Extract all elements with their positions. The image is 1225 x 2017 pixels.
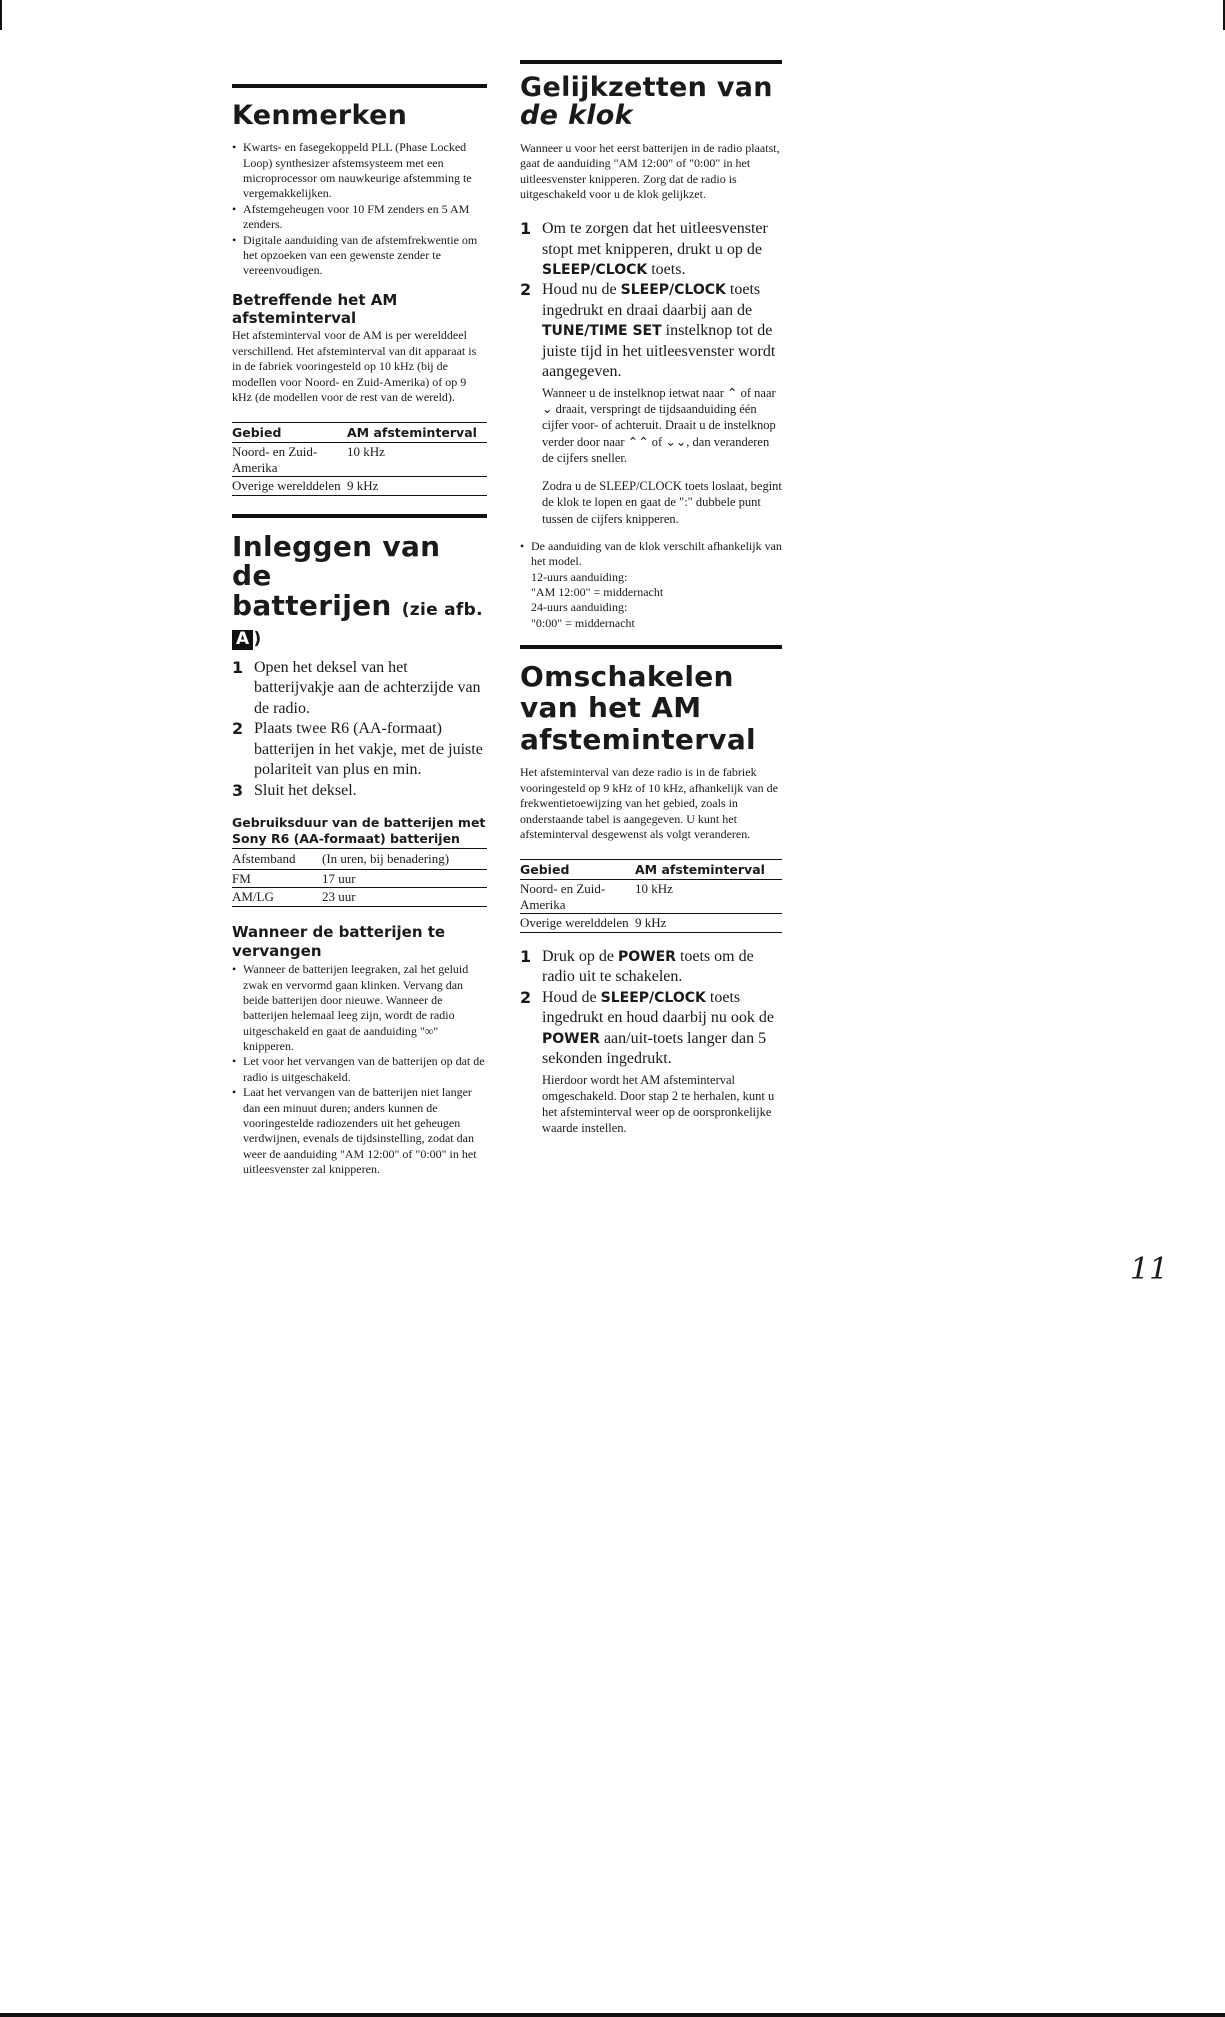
clock-steps — [520, 219, 782, 527]
table-cell: Overige werelddelen — [232, 477, 347, 496]
battery-steps — [232, 658, 487, 801]
step-text-part: aan/uit-toets langer dan 5 sekonden ingedrukt. — [542, 1029, 767, 1068]
list-item: • Let voor het vervangen van de batterijen op dat de radio is uitgeschakeld. — [232, 1054, 487, 1085]
table-row — [232, 888, 487, 907]
section-batterijen — [232, 514, 487, 1178]
table-row — [520, 880, 782, 914]
table-cell: 10 kHz — [347, 443, 487, 477]
step-text — [542, 219, 782, 280]
step-text-part: toets. — [651, 261, 686, 278]
step-item — [232, 719, 487, 780]
interval-steps — [520, 947, 782, 1137]
step-text: Open het deksel van het batterijvakje aan de achterzijde van de radio. — [254, 658, 481, 717]
table-header: AM afsteminterval — [635, 860, 782, 880]
scan-edge-left — [0, 0, 2, 30]
list-item — [520, 539, 782, 631]
note-line: 24-uurs aanduiding: — [531, 600, 628, 615]
title-line: batterijen — [232, 588, 392, 622]
step-text-part: Houd de — [542, 988, 597, 1006]
table-cell: 23 uur — [322, 888, 487, 907]
key-label: SLEEP/CLOCK — [542, 262, 648, 278]
table-cell: Overige werelddelen — [520, 914, 635, 933]
list-item: • Digitale aanduiding van de afstemfrekwentie om het opzoeken van een gewenste zender te vereenvoudigen. — [232, 233, 487, 279]
step-text-part: toets om de radio uit te schakelen. — [542, 947, 754, 986]
step-text — [542, 947, 782, 988]
paragraph: Wanneer u voor het eerst batterijen in de radio plaatst, gaat de aanduiding "AM 12:00" of "0:00" in het uitleesvenster knipperen. Zorg dat de radio is uitgeschakeld voor u de klok gelijkzet. — [520, 140, 780, 202]
battery-life-table — [232, 848, 487, 907]
section-title — [520, 74, 782, 131]
note-line: 12-uurs aanduiding: — [531, 569, 628, 584]
note-text: De aanduiding van de klok verschilt afhankelijk van het model. — [531, 538, 782, 569]
am-interval-table — [232, 422, 487, 496]
section-rule — [232, 514, 487, 518]
step-text-part: instelknop tot de juiste tijd in het uitleesvenster wordt aangegeven. — [542, 322, 776, 381]
title-line: de klok — [520, 100, 633, 132]
note-line: "AM 12:00" = middernacht — [531, 584, 664, 599]
section-title — [520, 661, 782, 755]
step-number: 1 — [520, 219, 532, 239]
title-line: Inleggen van de — [232, 529, 441, 593]
step-item — [232, 658, 487, 719]
list-item: • Laat het vervangen van de batterijen niet langer dan een minuut duren; anders kunnen de vooringestelde radiozenders uit het geheugen verdwijnen, evenals de tijdsinstelling, zodat dan weer de aanduiding "AM 12:00" of "0:00" in het uitleesvenster zal knipperen. — [232, 1085, 487, 1177]
step-text: Plaats twee R6 (AA-formaat) batterijen in het vakje, met de juiste polariteit van plus en min. — [254, 720, 483, 779]
section-kenmerken — [232, 84, 487, 496]
table-cell: FM — [232, 869, 322, 888]
step-item — [520, 988, 782, 1137]
page-number: 11 — [1130, 1252, 1169, 1287]
table-cell: AM/LG — [232, 888, 322, 907]
step-text-part: toets ingedrukt en draai daarbij aan de — [542, 281, 761, 319]
step-number: 3 — [232, 780, 244, 800]
table-cell: 9 kHz — [347, 477, 487, 496]
step-item — [520, 219, 782, 280]
step-text — [542, 280, 782, 526]
subsection-title: Wanneer de batterijen te vervangen — [232, 922, 446, 960]
key-label: TUNE/TIME SET — [542, 323, 662, 340]
table-cell: 17 uur — [322, 869, 487, 888]
step-text-part: Druk op de — [542, 947, 614, 965]
feature-list — [232, 140, 487, 278]
clock-notes — [520, 539, 782, 631]
step-text-part: Houd nu de — [542, 281, 617, 299]
step-number: 1 — [232, 657, 244, 677]
title-line: van het AM — [520, 691, 702, 725]
step-text — [542, 988, 782, 1137]
list-item: • Afstemgeheugen voor 10 FM zenders en 5 AM zenders. — [232, 202, 487, 233]
table-header: (In uren, bij benadering) — [322, 848, 487, 869]
section-rule — [520, 60, 782, 64]
figure-badge: A — [232, 630, 253, 650]
figure-reference-close: ) — [253, 629, 262, 649]
step-item — [520, 947, 782, 988]
table-cell: 9 kHz — [635, 914, 782, 933]
scan-edge-bottom — [0, 2013, 1225, 2017]
section-omschakelen — [520, 645, 782, 1137]
subsection-title: Betreffende het AM afsteminterval — [232, 290, 398, 328]
section-title — [232, 529, 487, 650]
table-row — [232, 443, 487, 477]
title-line: afsteminterval — [520, 722, 756, 756]
step-note: Zodra u de SLEEP/CLOCK toets loslaat, begint de klok te lopen en gaat de ":" dubbele punt tussen de cijfers knipperen. — [542, 479, 782, 526]
table-header: Gebied — [232, 423, 347, 443]
step-note: Wanneer u de instelknop ietwat naar ⌃ of naar ⌄ draait, verspringt de tijdsaanduiding één cijfer voor- of achteruit. Draait u de instelknop verder door naar ⌃⌃ of ⌄⌄, dan veranderen de cijfers sneller. — [542, 385, 776, 465]
table-header: Afstemband — [232, 848, 322, 869]
am-interval-table — [520, 859, 782, 933]
step-note: Hierdoor wordt het AM afsteminterval omgeschakeld. Door stap 2 te herhalen, kunt u het afsteminterval weer op de oorspronkelijke waarde instellen. — [542, 1072, 775, 1136]
replace-list — [232, 962, 487, 1177]
step-item — [520, 280, 782, 526]
title-line: Gelijkzetten van — [520, 72, 773, 103]
section-rule — [232, 84, 487, 88]
title-line: Omschakelen — [520, 659, 734, 693]
note-line: "0:00" = middernacht — [531, 615, 635, 630]
key-label: POWER — [542, 1030, 600, 1047]
list-item: • Kwarts- en fasegekoppeld PLL (Phase Locked Loop) synthesizer afstemsysteem met een microprocessor om nauwkeurige afstemming te vergemakkelijken. — [232, 140, 487, 201]
key-label: SLEEP/CLOCK — [620, 282, 726, 299]
step-text: Sluit het deksel. — [254, 781, 357, 799]
step-text-part: Om te zorgen dat het uitleesvenster stopt met knipperen, drukt u op de — [542, 220, 768, 258]
step-number: 2 — [520, 280, 532, 300]
step-item — [232, 781, 487, 801]
figure-reference: (zie afb. — [401, 599, 483, 620]
battery-life-caption: Gebruiksduur van de batterijen met Sony R6 (AA-formaat) batterijen — [232, 815, 486, 847]
table-row — [520, 914, 782, 933]
right-column — [520, 0, 782, 1137]
list-item: • Wanneer de batterijen leegraken, zal het geluid zwak en vervormd gaan klinken. Vervang dan beide batterijen door nieuwe. Wanneer de batterijen helemaal leeg zijn, wordt de radio uitgeschakeld en gaat de aanduiding "∞" knipperen. — [232, 962, 487, 1054]
paragraph: Het afsteminterval voor de AM is per werelddeel verschillend. Het afsteminterval van dit apparaat is in de fabriek vooringesteld op 10 kHz (bij de modellen voor Noord- en Zuid-Amerika) of op 9 kHz (de modellen voor de rest van de wereld). — [232, 328, 477, 405]
table-header: AM afsteminterval — [347, 423, 487, 443]
section-rule — [520, 645, 782, 649]
left-column — [232, 0, 487, 1177]
section-klok — [520, 60, 782, 631]
table-row — [232, 477, 487, 496]
step-number: 2 — [232, 719, 244, 739]
paragraph: Het afsteminterval van deze radio is in de fabriek vooringesteld op 9 kHz of 10 kHz, afhankelijk van de frekwentietoewijzing van het gebied, zoals in onderstaande tabel is aangegeven. U kunt het afsteminterval desgewenst als volgt veranderen. — [520, 765, 778, 842]
table-cell: 10 kHz — [635, 880, 782, 914]
step-number: 2 — [520, 987, 532, 1007]
key-label: POWER — [617, 948, 676, 965]
step-number: 1 — [520, 946, 532, 966]
table-header: Gebied — [520, 860, 635, 880]
section-title: Kenmerken — [232, 100, 408, 131]
key-label: SLEEP/CLOCK — [600, 989, 706, 1006]
step-text-part: toets ingedrukt en houd daarbij nu ook de — [542, 988, 774, 1027]
table-cell: Noord- en Zuid-Amerika — [520, 880, 635, 914]
table-row — [232, 869, 487, 888]
table-cell: Noord- en Zuid-Amerika — [232, 443, 347, 477]
